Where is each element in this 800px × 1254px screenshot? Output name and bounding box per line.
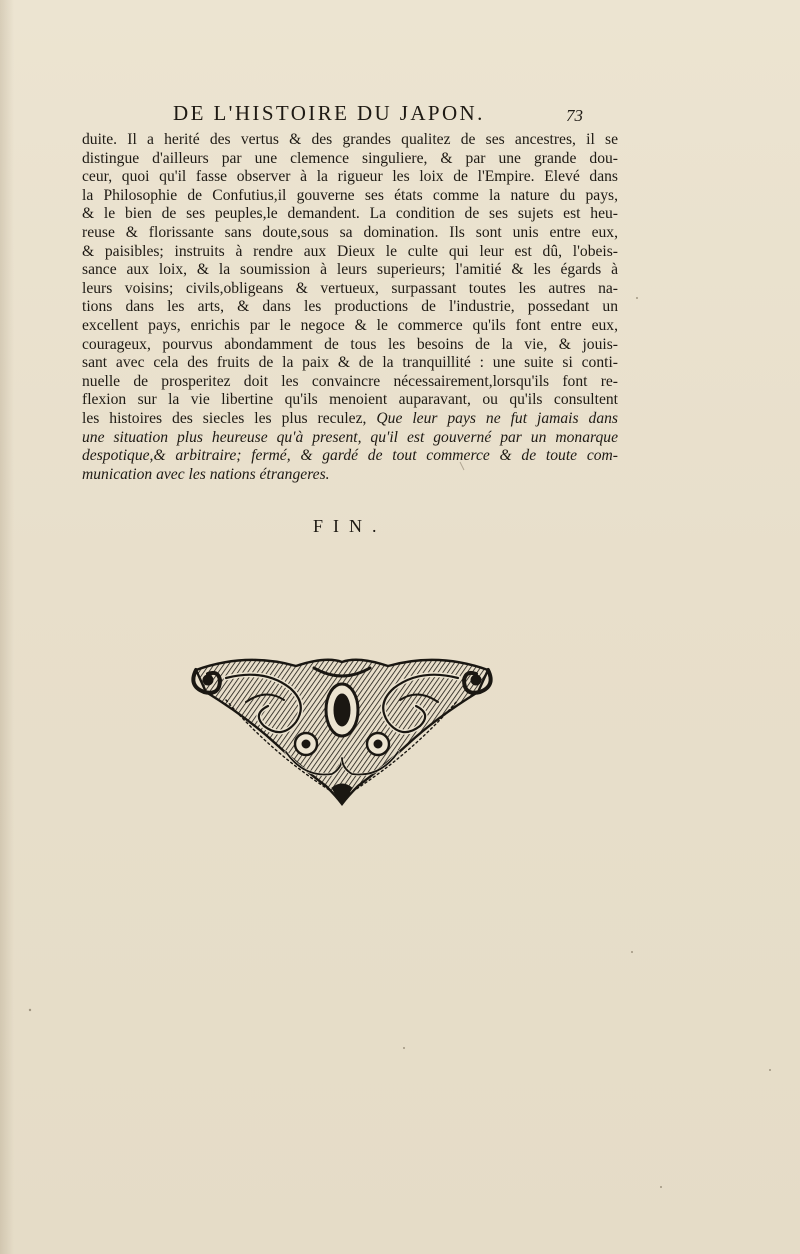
page-fold-shadow [0,0,14,1254]
tailpiece-ornament-icon [186,648,498,808]
running-title: DE L'HISTOIRE DU JAPON. [173,101,485,125]
page-number: 73 [566,106,583,125]
text-line: excellent pays, enrichis par le negoce & le commerce qu'ils font entre eux, [82,316,618,334]
text-line: distingue d'ailleurs par une clemence singuliere, & par une grande dou- [82,149,618,167]
italic-line: despotique,& arbitraire; fermé, & gardé de tout commerce & de toute com- [82,447,618,465]
text-line: la Philosophie de Confutius,il gouverne ses états comme la nature du pays, [82,186,618,204]
text-line: reuse & florissante sans doute,sous sa domination. Ils sont unis entre eux, [82,223,618,241]
italic-text: Que leur pays ne fut jamais dans [376,409,618,427]
text-line: sant avec cela des fruits de la paix & de la tranquillité : une suite si conti- [82,354,618,372]
text-line: ceur, quoi qu'il fasse observer à la rigueur les loix de l'Empire. Elevé dans [82,168,618,186]
italic-line: une situation plus heureuse qu'à present, qu'il est gouverné par un monarque [82,428,618,446]
text-line: & paisibles; instruits à rendre aux Dieux le culte qui leur est dû, l'obeis- [82,242,618,260]
text-line: courageux, pourvus abondamment de tous les besoins de la vie, & jouis- [82,335,618,353]
fin-mark: FIN. [313,516,387,536]
text-line: leurs voisins; civils,obligeans & vertueux, surpassant toutes les autres na- [82,279,618,297]
mixed-text-line [82,410,618,429]
text-line: flexion sur la vie libertine qu'ils menoient auparavant, ou qu'ils consultent [82,391,618,409]
text-line: duite. Il a herité des vertus & des grandes qualitez de ses ancestres, il se [82,131,618,148]
text-line: tions dans les arts, & dans les productions de l'industrie, possedant un [82,298,618,316]
text-line: nuelle de prosperitez doit les convaincre nécessairement,lorsqu'ils font re- [82,372,618,390]
text-line: & le bien de ses peuples,le demandent. La condition de ses sujets est heu- [82,205,618,223]
text-line: sance aux loix, & la soumission à leurs superieurs; l'amitié & les égards à [82,261,618,279]
body-paragraph [82,131,618,484]
italic-line: munication avec les nations étrangeres. [82,465,330,483]
roman-text: les histoires des siecles les plus reculez, [82,409,367,427]
